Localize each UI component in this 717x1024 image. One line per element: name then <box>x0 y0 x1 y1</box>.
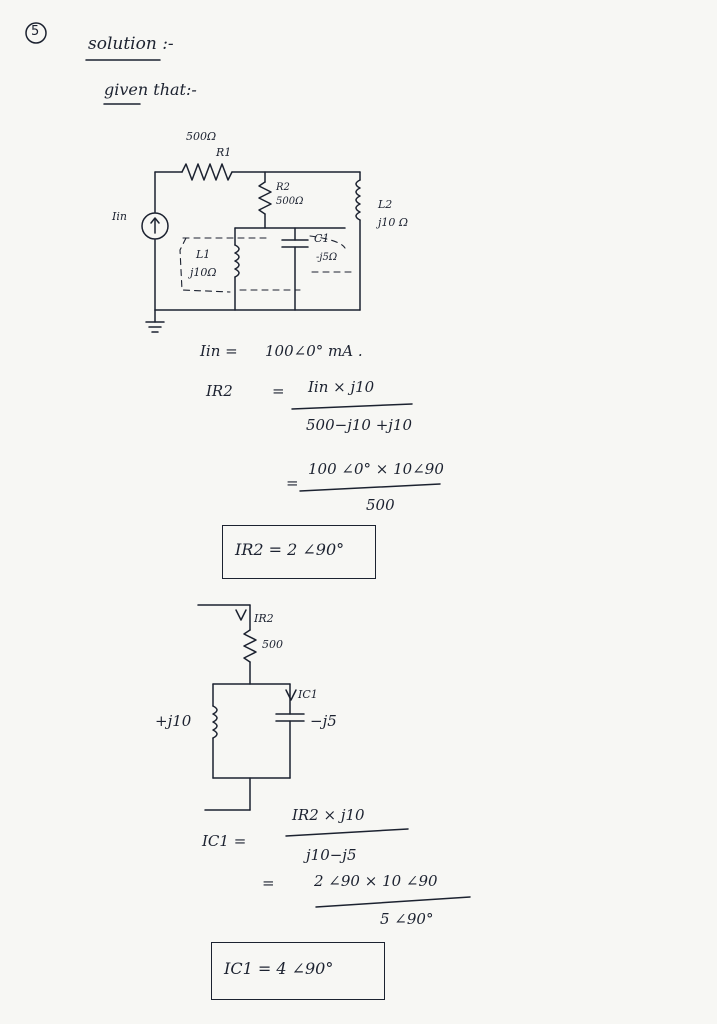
r2-value: 500Ω <box>276 196 304 207</box>
circuit-1 <box>142 164 360 332</box>
l1-value: j10Ω <box>190 266 217 279</box>
l2-name: L2 <box>378 198 393 211</box>
resistor-r2 <box>259 182 271 214</box>
iin-lhs: Iin = <box>200 342 238 360</box>
fraction-bar-ic1-2 <box>316 897 470 907</box>
r1-name: R1 <box>216 146 232 159</box>
ir2-current-label: IR2 <box>254 612 274 625</box>
fraction-bar-ir2 <box>292 404 412 409</box>
resistor-r1 <box>182 164 232 180</box>
ir2-denominator: 500−j10 +j10 <box>306 416 413 434</box>
l1-name: L1 <box>196 248 211 261</box>
ic1-numerator-2: 2 ∠90 × 10 ∠90 <box>314 872 438 890</box>
ic1-lhs: IC1 = <box>202 832 247 850</box>
ir2-eq-sign: = <box>272 382 285 400</box>
ir2-lhs: IR2 <box>206 382 233 400</box>
problem-number: 5 <box>31 24 40 39</box>
fraction-bar-ic1 <box>286 829 408 836</box>
resistor-500-label: 500 <box>262 638 283 651</box>
inductor-l1 <box>235 245 239 277</box>
inductor-j10 <box>213 706 217 738</box>
ir2-result: IR2 = 2 ∠90° <box>235 540 345 559</box>
iin-rhs: 100∠0° mA . <box>265 342 363 360</box>
ic1-denominator: j10−j5 <box>306 846 357 864</box>
c1-value: -j5Ω <box>316 252 338 263</box>
ic1-denominator-2: 5 ∠90° <box>380 910 434 928</box>
source-label: Iin <box>112 210 127 223</box>
ic-current-label: IC1 <box>298 688 318 701</box>
solution-heading: solution :- <box>88 34 174 54</box>
r2-name: R2 <box>276 182 290 193</box>
c1-name: C1 <box>314 232 330 245</box>
ir2-numerator-2: 100 ∠0° × 10∠90 <box>308 460 444 478</box>
ir2-denominator-2: 500 <box>366 496 395 514</box>
circuit-2 <box>198 605 304 810</box>
ic1-eq-sign: = <box>262 874 275 892</box>
ir2-result-box <box>222 525 376 579</box>
resistor-500 <box>244 630 256 662</box>
ic1-numerator: IR2 × j10 <box>292 806 365 824</box>
ir2-eq-sign-2: = <box>286 474 299 492</box>
ir2-numerator: Iin × j10 <box>308 378 375 396</box>
ic1-result-box <box>211 942 385 1000</box>
ic1-result: IC1 = 4 ∠90° <box>224 959 334 978</box>
inductor-label: +j10 <box>155 712 192 730</box>
l2-value: j10 Ω <box>378 216 409 229</box>
fraction-bar-ir2-2 <box>300 484 440 491</box>
capacitor-label: −j5 <box>310 712 337 730</box>
inductor-l2 <box>356 180 360 220</box>
given-heading: given that:- <box>104 80 197 99</box>
r1-value: 500Ω <box>186 130 217 143</box>
